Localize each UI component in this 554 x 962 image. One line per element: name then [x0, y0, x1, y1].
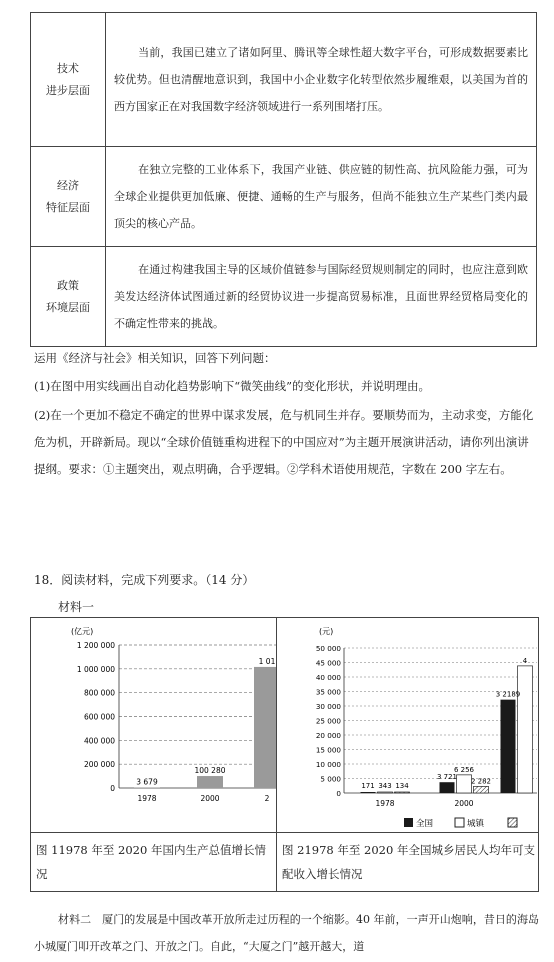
gdp-chart: [31, 618, 276, 830]
row-text: 在通过构建我国主导的区域价值链参与国际经贸规则制定的同时，也应注意到欧美发达经济体试图通过新的经贸协议进一步提高贸易标准，且面世界经贸格局变化的不确定性带来的挑战。: [106, 247, 537, 347]
caption-divider: [30, 832, 539, 833]
question-18-title: 18．阅读材料，完成下列要求。（14 分）: [34, 573, 255, 587]
y-tick-label: 35 000: [315, 687, 341, 697]
row-label: 经济 特征层面: [31, 147, 106, 247]
data-label: 2 282: [470, 777, 492, 786]
bar: [440, 782, 455, 793]
legend-label-urban: 城镇: [467, 819, 485, 829]
x-tick-label: 2000: [200, 794, 220, 803]
y-tick-label: 20 000: [315, 731, 341, 740]
table-row: [31, 13, 537, 147]
y-tick-label: 0: [110, 784, 115, 793]
figure-1-caption: 图 11978 年至 2020 年国内生产总值增长情况: [36, 843, 266, 881]
row-label: 政策 环境层面: [31, 247, 106, 347]
bar: [197, 776, 223, 788]
income-chart: [277, 618, 537, 830]
bar: [254, 667, 276, 788]
bar: [501, 700, 516, 793]
chart-legend: [404, 818, 517, 829]
y-tick-label: 50 000: [315, 644, 341, 653]
y-tick-label: 200 000: [83, 760, 115, 770]
y-tick-label: 25 000: [315, 716, 341, 726]
bar: [361, 792, 376, 793]
row-text: 当前，我国已建立了诸如阿里、腾讯等全球性超大数字平台，可形成数据要素比较优势。但也清醒地意识到，我国中小企业数字化转型依然步履维艰，以美国为首的西方国家正在对我国数字经济领域进行一系列围堵打压。: [106, 13, 537, 147]
x-tick-label: 1978: [137, 794, 157, 803]
x-tick-label: 1978: [375, 799, 395, 808]
y-axis-label: (亿元): [71, 627, 94, 636]
row-text: 在独立完整的工业体系下，我国产业链、供应链的韧性高、抗风险能力强，可为全球企业提供更加低廉、便捷、通畅的生产与服务，但尚不能独立生产某些门类内最顶尖的核心产品。: [106, 147, 537, 247]
y-tick-label: 0: [336, 789, 341, 798]
y-tick-label: 40 000: [315, 673, 341, 682]
data-label: 3 721: [436, 773, 458, 782]
table-row: [31, 247, 537, 347]
material-1-label: 材料一: [58, 600, 95, 614]
legend-swatch-national: [404, 818, 413, 827]
bar: [474, 786, 489, 793]
legend-label-national: 全国: [416, 819, 434, 829]
data-label: 4: [522, 656, 528, 665]
question-intro: 运用《经济与社会》相关知识，回答下列问题：: [34, 351, 276, 365]
figure-2-caption: 图 21978 年至 2020 年全国城乡居民人均年可支配收入增长情况: [282, 843, 535, 881]
bar: [378, 792, 393, 793]
data-label: 3 2189: [495, 690, 521, 699]
y-tick-label: 600 000: [83, 712, 115, 722]
y-tick-label: 45 000: [315, 658, 341, 668]
analysis-table: [30, 12, 537, 347]
question-2: (2)在一个更加不稳定不确定的世界中谋求发展，危与机同生并存。要顺势而为，主动求变，方能化危为机，开辟新局。现以“全球价值链重构进程下的中国应对”为主题开展演讲活动，请你列出演讲提纲。要求：①主题突出，观点明确，合乎逻辑。②学科术语使用规范，字数在 200 字左右。: [34, 408, 534, 476]
data-label: 3 679: [136, 777, 158, 787]
y-axis-label: (元): [319, 627, 334, 636]
legend-swatch-urban: [455, 818, 464, 827]
data-label: 343: [378, 782, 392, 790]
legend-swatch-rural: [508, 818, 517, 827]
question-1: (1)在图中用实线画出自动化趋势影响下“微笑曲线”的变化形状，并说明理由。: [34, 379, 431, 393]
x-tick-label: 2: [264, 794, 270, 803]
data-label: 100 280: [194, 766, 226, 776]
y-tick-label: 30 000: [315, 702, 341, 711]
table-row: [31, 147, 537, 247]
data-label: 134: [395, 782, 409, 790]
y-tick-label: 1 000 000: [76, 664, 115, 674]
y-tick-label: 800 000: [83, 688, 115, 698]
material-2-text: 材料二 厦门的发展是中国改革开放所走过历程的一个缩影。40 年前，一声开山炮响，昔日的海岛小城厦门叩开改革之门、开放之门。自此，“大厦之门”越开越大，道: [34, 913, 539, 953]
data-label: 6 256: [453, 765, 475, 774]
bar: [457, 775, 472, 793]
y-tick-label: 15 000: [315, 745, 341, 755]
row-label: 技术 进步层面: [31, 13, 106, 147]
y-tick-label: 400 000: [83, 736, 115, 746]
y-tick-label: 10 000: [315, 760, 341, 769]
bar: [395, 792, 410, 793]
bar: [518, 666, 533, 793]
x-tick-label: 2000: [454, 799, 474, 808]
y-tick-label: 1 200 000: [76, 641, 115, 650]
y-tick-label: 5 000: [320, 774, 341, 784]
data-label: 171: [361, 782, 375, 790]
data-label: 1 01: [258, 656, 276, 666]
